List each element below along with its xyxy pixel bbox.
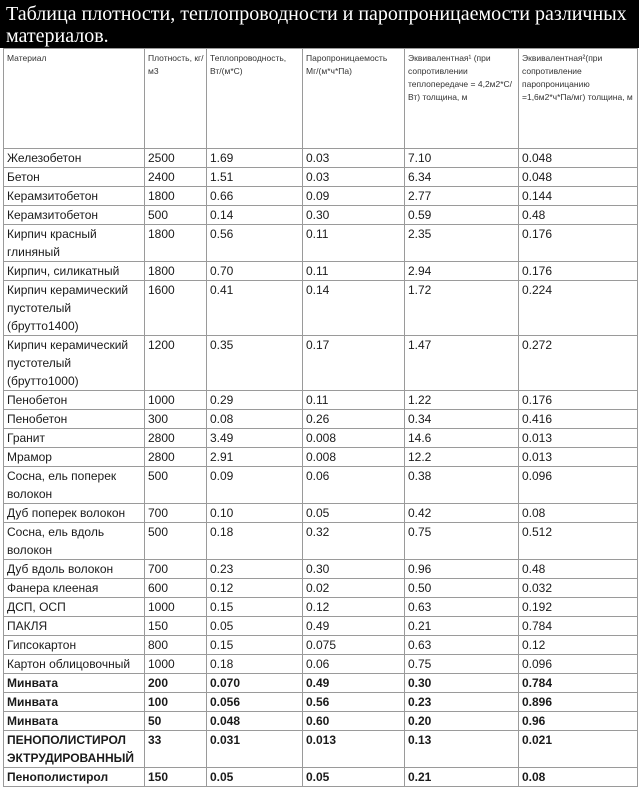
eq-thickness-heat-cell: 12.2 (405, 448, 519, 467)
vapor-permeability-cell: 0.11 (303, 262, 405, 281)
vapor-permeability-cell: 0.008 (303, 448, 405, 467)
density-cell: 500 (145, 467, 207, 504)
material-cell: Гипсокартон (4, 636, 145, 655)
conductivity-cell: 0.15 (207, 636, 303, 655)
header-conductivity: Теплопроводность, Вт/(м*С) (207, 49, 303, 149)
table-row (4, 225, 638, 262)
conductivity-cell: 0.66 (207, 187, 303, 206)
vapor-permeability-cell: 0.06 (303, 467, 405, 504)
density-cell: 300 (145, 410, 207, 429)
conductivity-cell: 1.69 (207, 149, 303, 168)
vapor-permeability-cell: 0.14 (303, 281, 405, 336)
materials-table (3, 48, 638, 787)
material-cell: Сосна, ель поперек волокон (4, 467, 145, 504)
eq-thickness-heat-cell: 2.77 (405, 187, 519, 206)
vapor-permeability-cell: 0.12 (303, 598, 405, 617)
table-row (4, 187, 638, 206)
eq-thickness-vapor-cell: 0.192 (519, 598, 638, 617)
eq-thickness-heat-cell: 6.34 (405, 168, 519, 187)
eq-thickness-vapor-cell: 0.096 (519, 467, 638, 504)
material-cell: Кирпич керамический пустотелый (брутто1400) (4, 281, 145, 336)
table-row (4, 655, 638, 674)
material-cell: Сосна, ель вдоль волокон (4, 523, 145, 560)
conductivity-cell: 0.09 (207, 467, 303, 504)
density-cell: 1600 (145, 281, 207, 336)
material-cell: Кирпич, силикатный (4, 262, 145, 281)
vapor-permeability-cell: 0.26 (303, 410, 405, 429)
vapor-permeability-cell: 0.075 (303, 636, 405, 655)
eq-thickness-heat-cell: 0.63 (405, 598, 519, 617)
vapor-permeability-cell: 0.30 (303, 206, 405, 225)
density-cell: 500 (145, 523, 207, 560)
header-eq-thickness-heat: Эквивалентная¹ (при сопротивлении теплопередаче = 4,2м2*С/Вт) толщина, м (405, 49, 519, 149)
vapor-permeability-cell: 0.008 (303, 429, 405, 448)
density-cell: 150 (145, 617, 207, 636)
vapor-permeability-cell: 0.02 (303, 579, 405, 598)
eq-thickness-heat-cell: 2.35 (405, 225, 519, 262)
vapor-permeability-cell: 0.05 (303, 768, 405, 787)
material-cell: Керамзитобетон (4, 206, 145, 225)
material-cell: Минвата (4, 674, 145, 693)
eq-thickness-vapor-cell: 0.512 (519, 523, 638, 560)
table-header-row (4, 49, 638, 149)
eq-thickness-heat-cell: 0.30 (405, 674, 519, 693)
eq-thickness-vapor-cell: 0.48 (519, 560, 638, 579)
conductivity-cell: 0.70 (207, 262, 303, 281)
eq-thickness-vapor-cell: 0.176 (519, 262, 638, 281)
material-cell: ДСП, ОСП (4, 598, 145, 617)
vapor-permeability-cell: 0.49 (303, 617, 405, 636)
header-vapor-permeability: Паропроницаемость Мг/(м*ч*Па) (303, 49, 405, 149)
vapor-permeability-cell: 0.06 (303, 655, 405, 674)
material-cell: Минвата (4, 693, 145, 712)
material-cell: Гранит (4, 429, 145, 448)
density-cell: 1800 (145, 262, 207, 281)
eq-thickness-heat-cell: 0.59 (405, 206, 519, 225)
material-cell: Мрамор (4, 448, 145, 467)
vapor-permeability-cell: 0.60 (303, 712, 405, 731)
table-row (4, 523, 638, 560)
vapor-permeability-cell: 0.17 (303, 336, 405, 391)
eq-thickness-heat-cell: 7.10 (405, 149, 519, 168)
eq-thickness-vapor-cell: 0.96 (519, 712, 638, 731)
table-row (4, 149, 638, 168)
eq-thickness-heat-cell: 0.34 (405, 410, 519, 429)
eq-thickness-heat-cell: 0.42 (405, 504, 519, 523)
density-cell: 700 (145, 504, 207, 523)
material-cell: Фанера клееная (4, 579, 145, 598)
material-cell: ПАКЛЯ (4, 617, 145, 636)
material-cell: Минвата (4, 712, 145, 731)
conductivity-cell: 0.056 (207, 693, 303, 712)
eq-thickness-vapor-cell: 0.176 (519, 225, 638, 262)
eq-thickness-heat-cell: 1.72 (405, 281, 519, 336)
eq-thickness-vapor-cell: 0.032 (519, 579, 638, 598)
eq-thickness-heat-cell: 0.21 (405, 617, 519, 636)
conductivity-cell: 0.29 (207, 391, 303, 410)
table-row (4, 674, 638, 693)
density-cell: 800 (145, 636, 207, 655)
eq-thickness-heat-cell: 0.13 (405, 731, 519, 768)
density-cell: 600 (145, 579, 207, 598)
material-cell: Бетон (4, 168, 145, 187)
table-row (4, 429, 638, 448)
table-row (4, 731, 638, 768)
conductivity-cell: 0.10 (207, 504, 303, 523)
table-row (4, 467, 638, 504)
conductivity-cell: 0.56 (207, 225, 303, 262)
table-row (4, 712, 638, 731)
eq-thickness-vapor-cell: 0.224 (519, 281, 638, 336)
conductivity-cell: 0.12 (207, 579, 303, 598)
material-cell: Дуб поперек волокон (4, 504, 145, 523)
material-cell: ПЕНОПОЛИСТИРОЛ ЭКТРУДИРОВАННЫЙ (4, 731, 145, 768)
vapor-permeability-cell: 0.03 (303, 149, 405, 168)
eq-thickness-vapor-cell: 0.048 (519, 149, 638, 168)
conductivity-cell: 0.031 (207, 731, 303, 768)
density-cell: 1800 (145, 225, 207, 262)
eq-thickness-vapor-cell: 0.784 (519, 617, 638, 636)
conductivity-cell: 0.070 (207, 674, 303, 693)
material-cell: Пенобетон (4, 410, 145, 429)
vapor-permeability-cell: 0.11 (303, 391, 405, 410)
material-cell: Кирпич красный глиняный (4, 225, 145, 262)
table-row (4, 768, 638, 787)
table-row (4, 262, 638, 281)
eq-thickness-vapor-cell: 0.176 (519, 391, 638, 410)
conductivity-cell: 3.49 (207, 429, 303, 448)
density-cell: 500 (145, 206, 207, 225)
eq-thickness-vapor-cell: 0.096 (519, 655, 638, 674)
eq-thickness-heat-cell: 0.38 (405, 467, 519, 504)
eq-thickness-vapor-cell: 0.08 (519, 504, 638, 523)
vapor-permeability-cell: 0.013 (303, 731, 405, 768)
conductivity-cell: 0.048 (207, 712, 303, 731)
eq-thickness-heat-cell: 14.6 (405, 429, 519, 448)
material-cell: Пенополистирол (4, 768, 145, 787)
vapor-permeability-cell: 0.09 (303, 187, 405, 206)
eq-thickness-vapor-cell: 0.416 (519, 410, 638, 429)
conductivity-cell: 0.05 (207, 617, 303, 636)
conductivity-cell: 0.08 (207, 410, 303, 429)
table-row (4, 336, 638, 391)
table-row (4, 391, 638, 410)
eq-thickness-vapor-cell: 0.272 (519, 336, 638, 391)
table-row (4, 168, 638, 187)
density-cell: 150 (145, 768, 207, 787)
material-cell: Картон облицовочный (4, 655, 145, 674)
density-cell: 33 (145, 731, 207, 768)
density-cell: 2800 (145, 448, 207, 467)
eq-thickness-heat-cell: 0.50 (405, 579, 519, 598)
material-cell: Дуб вдоль волокон (4, 560, 145, 579)
eq-thickness-vapor-cell: 0.048 (519, 168, 638, 187)
eq-thickness-vapor-cell: 0.013 (519, 448, 638, 467)
header-material: Материал (4, 49, 145, 149)
conductivity-cell: 0.41 (207, 281, 303, 336)
material-cell: Пенобетон (4, 391, 145, 410)
eq-thickness-heat-cell: 0.20 (405, 712, 519, 731)
vapor-permeability-cell: 0.30 (303, 560, 405, 579)
table-row (4, 504, 638, 523)
conductivity-cell: 0.18 (207, 655, 303, 674)
eq-thickness-heat-cell: 1.47 (405, 336, 519, 391)
eq-thickness-heat-cell: 1.22 (405, 391, 519, 410)
vapor-permeability-cell: 0.11 (303, 225, 405, 262)
table-row (4, 693, 638, 712)
eq-thickness-vapor-cell: 0.013 (519, 429, 638, 448)
density-cell: 2800 (145, 429, 207, 448)
density-cell: 50 (145, 712, 207, 731)
density-cell: 200 (145, 674, 207, 693)
table-row (4, 636, 638, 655)
conductivity-cell: 0.14 (207, 206, 303, 225)
eq-thickness-heat-cell: 0.75 (405, 523, 519, 560)
eq-thickness-heat-cell: 0.63 (405, 636, 519, 655)
conductivity-cell: 1.51 (207, 168, 303, 187)
density-cell: 1800 (145, 187, 207, 206)
conductivity-cell: 0.15 (207, 598, 303, 617)
material-cell: Керамзитобетон (4, 187, 145, 206)
vapor-permeability-cell: 0.56 (303, 693, 405, 712)
conductivity-cell: 0.05 (207, 768, 303, 787)
eq-thickness-heat-cell: 0.75 (405, 655, 519, 674)
conductivity-cell: 2.91 (207, 448, 303, 467)
density-cell: 700 (145, 560, 207, 579)
eq-thickness-heat-cell: 0.96 (405, 560, 519, 579)
table-row (4, 579, 638, 598)
density-cell: 100 (145, 693, 207, 712)
density-cell: 2500 (145, 149, 207, 168)
density-cell: 2400 (145, 168, 207, 187)
vapor-permeability-cell: 0.32 (303, 523, 405, 560)
table-row (4, 560, 638, 579)
eq-thickness-vapor-cell: 0.784 (519, 674, 638, 693)
table-row (4, 410, 638, 429)
eq-thickness-heat-cell: 2.94 (405, 262, 519, 281)
material-cell: Железобетон (4, 149, 145, 168)
header-density: Плотность, кг/м3 (145, 49, 207, 149)
conductivity-cell: 0.35 (207, 336, 303, 391)
eq-thickness-vapor-cell: 0.48 (519, 206, 638, 225)
density-cell: 1000 (145, 391, 207, 410)
eq-thickness-vapor-cell: 0.021 (519, 731, 638, 768)
density-cell: 1000 (145, 655, 207, 674)
table-row (4, 617, 638, 636)
eq-thickness-vapor-cell: 0.12 (519, 636, 638, 655)
eq-thickness-vapor-cell: 0.896 (519, 693, 638, 712)
vapor-permeability-cell: 0.05 (303, 504, 405, 523)
table-row (4, 598, 638, 617)
page-title: Таблица плотности, теплопроводности и паропроницаемости различных материалов. (0, 0, 639, 48)
table-row (4, 448, 638, 467)
vapor-permeability-cell: 0.49 (303, 674, 405, 693)
table-row (4, 206, 638, 225)
eq-thickness-vapor-cell: 0.144 (519, 187, 638, 206)
material-cell: Кирпич керамический пустотелый (брутто1000) (4, 336, 145, 391)
density-cell: 1200 (145, 336, 207, 391)
table-row (4, 281, 638, 336)
eq-thickness-vapor-cell: 0.08 (519, 768, 638, 787)
eq-thickness-heat-cell: 0.21 (405, 768, 519, 787)
density-cell: 1000 (145, 598, 207, 617)
vapor-permeability-cell: 0.03 (303, 168, 405, 187)
eq-thickness-heat-cell: 0.23 (405, 693, 519, 712)
conductivity-cell: 0.23 (207, 560, 303, 579)
conductivity-cell: 0.18 (207, 523, 303, 560)
header-eq-thickness-vapor: Эквивалентная²(при сопротивление паропроницанию =1,6м2*ч*Па/мг) толщина, м (519, 49, 638, 149)
